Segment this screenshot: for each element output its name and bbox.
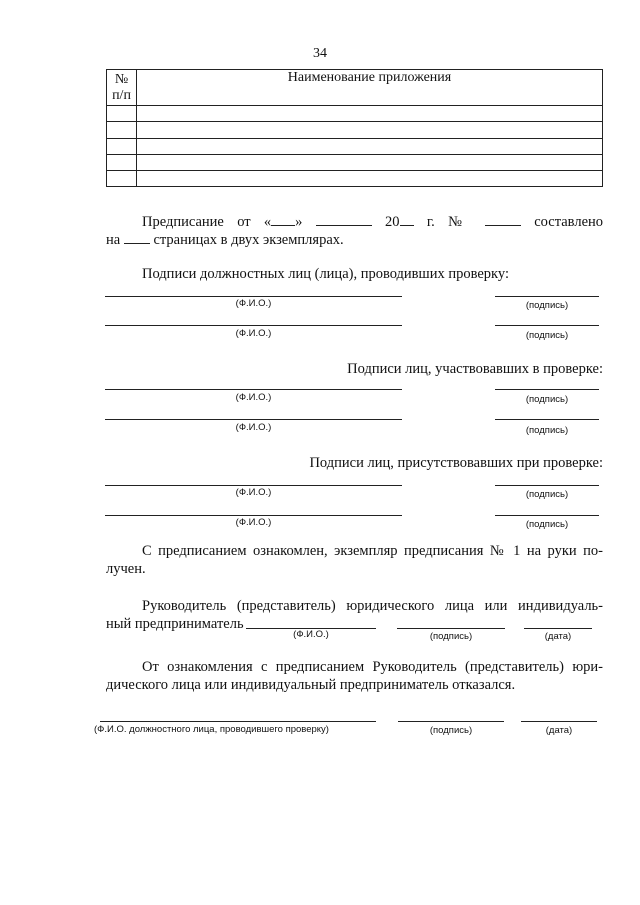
order-line-1 [142,212,603,231]
official-fio-caption: (Ф.И.О. должностного лица, проводившего проверку) [94,724,329,735]
col-number-header [107,70,137,106]
order-word: № [448,214,472,230]
table-row [107,139,603,155]
sig-participants-heading: Подписи лиц, участвовавших в проверке: [347,361,603,377]
signature-line [495,419,599,420]
fio-caption: (Ф.И.О.) [235,487,272,498]
fio-line [105,419,402,420]
date-line [521,721,597,722]
signature-line [495,296,599,297]
fio-caption: (Ф.И.О.) [235,328,272,339]
refused-line-1: От ознакомления с предписанием Руководитель (представитель) юри- [142,659,603,675]
fio-line [105,296,402,297]
table-row [107,122,603,139]
signature-caption: (подпись) [525,300,569,311]
order-word: « [263,214,272,230]
order-word: от [237,214,251,230]
date-line [524,628,592,629]
table-header-row [107,70,603,106]
signature-caption: (подпись) [525,394,569,405]
signature-line [397,628,505,629]
sig-officials-heading: Подписи должностных лиц (лица), проводивших проверку: [142,266,509,282]
signature-line [495,515,599,516]
table-cell [107,171,137,187]
table-cell [107,139,137,155]
signature-caption: (подпись) [429,631,473,642]
table-cell [137,122,603,139]
table-cell [137,155,603,171]
signature-line [495,485,599,486]
order-word: составлено [534,214,604,230]
fio-line [105,325,402,326]
refused-line-2: дического лица или индивидуальный предприниматель отказался. [106,677,516,693]
table-row [107,155,603,171]
order-word: » [295,214,303,230]
order-year-group [385,214,414,230]
acquainted-line-2: лучен. [106,561,146,577]
order-day-group [264,214,303,230]
year-blank [400,212,414,226]
fio-line [105,485,402,486]
signature-caption: (подпись) [525,519,569,530]
fio-line [105,389,402,390]
col-number-header-line2: п/п [112,87,131,103]
fio-caption: (Ф.И.О.) [235,517,272,528]
col-name-header: Наименование приложения [137,70,603,106]
table-cell [137,106,603,122]
table-row [107,106,603,122]
signature-line [495,389,599,390]
head-line-2: ный предприниматель [106,616,244,632]
table-cell [137,139,603,155]
date-caption: (дата) [544,631,572,642]
signature-line [398,721,504,722]
fio-line [105,515,402,516]
table-cell [107,106,137,122]
order-word: 20 [385,214,400,230]
signature-caption: (подпись) [429,725,473,736]
order-word: г. [426,214,435,230]
fio-caption: (Ф.И.О.) [235,422,272,433]
table-cell [107,155,137,171]
day-blank [271,212,295,226]
fio-caption: (Ф.И.О.) [293,629,329,640]
number-blank [485,212,521,226]
fio-caption: (Ф.И.О.) [235,298,272,309]
table-cell [137,171,603,187]
order-line-2 [106,230,603,249]
official-fio-line [100,721,376,722]
attachments-table [106,69,603,187]
col-number-header-line1: № [114,71,129,87]
pages-blank [124,230,150,244]
month-blank [316,212,372,226]
signature-line [495,325,599,326]
page-number: 34 [313,46,327,61]
signature-caption: (подпись) [525,489,569,500]
order-word: Предписание [142,214,224,230]
head-line-1: Руководитель (представитель) юридического лица или индивидуаль- [142,598,603,614]
table-row [107,171,603,187]
table-cell [107,122,137,139]
date-caption: (дата) [545,725,573,736]
acquainted-line-1: С предписанием ознакомлен, экземпляр предписания № 1 на руки по- [142,543,603,559]
signature-caption: (подпись) [525,425,569,436]
order-word: страницах в двух экземплярах. [153,232,344,248]
fio-caption: (Ф.И.О.) [235,392,272,403]
order-word: на [106,232,121,248]
sig-present-heading: Подписи лиц, присутствовавших при проверке: [309,455,603,471]
signature-caption: (подпись) [525,330,569,341]
